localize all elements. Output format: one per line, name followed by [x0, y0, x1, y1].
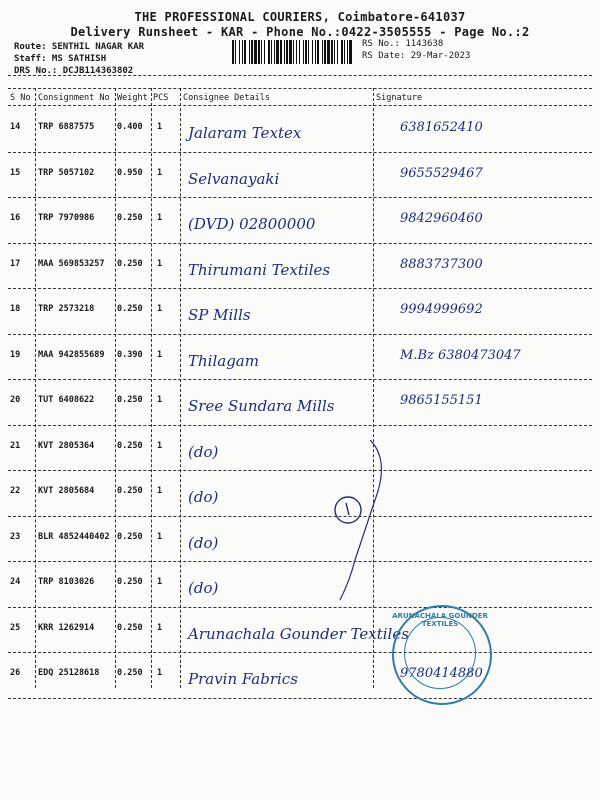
row-pcs: 1 [157, 531, 163, 542]
row-consignee-handwritten: SP Mills [188, 306, 251, 324]
row-pcs: 1 [157, 622, 163, 633]
row-consignment-no: BLR 4852440402 [38, 531, 110, 542]
row-sno: 17 [10, 258, 21, 269]
row-sno: 25 [10, 622, 21, 633]
pen-scribble [320, 440, 400, 610]
row-weight: 0.390 [117, 349, 143, 360]
row-signature-handwritten: M.Bz 6380473047 [400, 347, 521, 363]
row-consignee-handwritten: Selvanayaki [188, 169, 280, 188]
rs-number: RS No.: 1143638 [362, 39, 444, 49]
barcode-bar [349, 40, 352, 64]
row-sno: 20 [10, 395, 21, 405]
row-consignment-no: KVT 2805684 [38, 486, 95, 496]
row-pcs: 1 [157, 213, 163, 223]
row-sno: 16 [10, 213, 21, 223]
barcode-bar [242, 40, 243, 64]
row-consignment-no: KRR 1262914 [38, 622, 95, 633]
row-weight: 0.250 [117, 213, 143, 223]
row-divider [8, 516, 592, 517]
col-consignee: Consignee Details [183, 93, 270, 103]
barcode-bar [271, 40, 272, 64]
row-divider [8, 243, 592, 244]
row-signature-handwritten: 9780414880 [400, 666, 483, 681]
row-consignee-handwritten: (do) [188, 533, 219, 552]
barcode-bar [337, 40, 338, 64]
row-pcs: 1 [157, 258, 163, 269]
row-consignment-no: TRP 5057102 [38, 167, 95, 178]
drs-number: DRS No.: DCJB114363802 [14, 66, 134, 76]
row-signature-handwritten: 9994999692 [400, 302, 483, 317]
stamp-text: ARUNACHALA GOUNDER TEXTILES [392, 612, 488, 628]
route-label: Route: SENTHIL NAGAR KAR [14, 42, 145, 52]
row-consignment-no: MAA 569853257 [38, 258, 105, 269]
barcode-bar [274, 40, 275, 64]
row-weight: 0.250 [117, 531, 143, 542]
runsheet-title: THE PROFESSIONAL COURIERS, Coimbatore-641037 [134, 10, 466, 24]
row-consignment-no: TRP 8103026 [38, 577, 95, 587]
row-consignee-handwritten: Thirumani Textiles [188, 260, 331, 279]
row-divider [8, 334, 592, 335]
row-divider [8, 379, 592, 380]
row-consignee-handwritten: (do) [188, 442, 219, 461]
barcode-bar [232, 40, 234, 64]
barcode-bar [249, 40, 250, 64]
row-weight: 0.250 [117, 486, 143, 496]
col-divider [35, 88, 36, 688]
row-signature-handwritten: 9655529467 [400, 165, 483, 181]
barcode-bar [289, 40, 292, 64]
row-consignment-no: EDQ 25128618 [38, 668, 100, 678]
barcode-bar [296, 40, 297, 64]
barcode-bar [254, 40, 257, 64]
barcode-bar [261, 40, 262, 64]
row-sno: 21 [10, 440, 21, 451]
barcode-bar [317, 40, 319, 64]
row-consignment-no: TUT 6408622 [38, 395, 95, 405]
row-sno: 26 [10, 668, 21, 678]
row-divider [8, 561, 592, 562]
row-consignment-no: TRP 2573218 [38, 304, 95, 314]
barcode [232, 40, 352, 64]
col-consignment: Consignment No [38, 93, 110, 103]
barcode-bar [341, 40, 343, 64]
row-divider [8, 470, 592, 471]
row-consignment-no: KVT 2805364 [38, 440, 95, 451]
barcode-bar [244, 40, 246, 64]
barcode-bar [324, 40, 326, 64]
barcode-bar [334, 40, 335, 64]
row-divider [8, 288, 592, 289]
row-weight: 0.250 [117, 304, 143, 314]
row-pcs: 1 [157, 577, 163, 587]
row-signature-handwritten: 8883737300 [400, 256, 483, 272]
row-consignee-handwritten: Jalaram Textex [188, 124, 302, 142]
row-weight: 0.400 [117, 122, 143, 132]
row-weight: 0.250 [117, 258, 143, 269]
barcode-bar [305, 40, 307, 64]
barcode-bar [344, 40, 345, 64]
row-sno: 15 [10, 167, 21, 178]
barcode-bar [347, 40, 348, 64]
barcode-bar [312, 40, 313, 64]
row-sno: 24 [10, 577, 21, 587]
row-weight: 0.250 [117, 440, 143, 451]
row-pcs: 1 [157, 167, 163, 178]
row-pcs: 1 [157, 304, 163, 314]
row-sno: 19 [10, 349, 21, 360]
row-divider [8, 652, 592, 653]
row-consignee-handwritten: Sree Sundara Mills [188, 397, 335, 415]
row-signature-handwritten: 9842960460 [400, 211, 483, 226]
header-divider-mid [8, 88, 592, 89]
row-pcs: 1 [157, 395, 163, 405]
row-weight: 0.250 [117, 395, 143, 405]
row-weight: 0.250 [117, 622, 143, 633]
row-consignee-handwritten: (do) [188, 579, 219, 597]
header-divider-bottom [8, 105, 592, 106]
col-divider [151, 88, 152, 688]
barcode-bar [268, 40, 270, 64]
rs-date: RS Date: 29-Mar-2023 [362, 51, 471, 61]
barcode-bar [308, 40, 309, 64]
row-divider [8, 425, 592, 426]
col-pcs: PCS [153, 93, 169, 103]
row-pcs: 1 [157, 122, 163, 132]
barcode-bar [303, 40, 304, 64]
barcode-bar [331, 40, 333, 64]
row-divider [8, 152, 592, 153]
row-weight: 0.250 [117, 577, 143, 587]
barcode-bar [280, 40, 282, 64]
row-consignment-no: TRP 6887575 [38, 122, 95, 132]
barcode-bar [276, 40, 279, 64]
row-consignee-handwritten: (DVD) 02800000 [188, 215, 316, 233]
row-consignee-handwritten: Pravin Fabrics [188, 670, 298, 688]
row-pcs: 1 [157, 668, 163, 678]
barcode-bar [327, 40, 330, 64]
row-weight: 0.950 [117, 167, 143, 178]
barcode-bar [299, 40, 300, 64]
row-weight: 0.250 [117, 668, 143, 678]
col-signature: Signature [376, 93, 423, 103]
col-sno: S No [10, 93, 31, 103]
barcode-bar [315, 40, 316, 64]
row-divider [8, 197, 592, 198]
row-divider [8, 698, 592, 699]
row-consignee-handwritten: Arunachala Gounder Textiles [188, 624, 409, 643]
barcode-bar [322, 40, 323, 64]
col-divider [115, 88, 116, 688]
barcode-bar [286, 40, 288, 64]
barcode-bar [264, 40, 265, 64]
row-pcs: 1 [157, 349, 163, 360]
runsheet-subtitle: Delivery Runsheet - KAR - Phone No.:0422-3505555 - Page No.:2 [70, 25, 530, 39]
staff-label: Staff: MS SATHISH [14, 54, 107, 64]
row-divider [8, 607, 592, 608]
row-signature-handwritten: 9865155151 [400, 393, 483, 408]
col-weight: Weight [117, 93, 148, 103]
barcode-bar [235, 40, 236, 64]
row-pcs: 1 [157, 440, 163, 451]
barcode-bar [239, 40, 240, 64]
col-divider [180, 88, 181, 688]
row-consignment-no: MAA 942855689 [38, 349, 105, 360]
barcode-bar [251, 40, 253, 64]
row-pcs: 1 [157, 486, 163, 496]
header-divider-top [8, 75, 592, 76]
row-sno: 22 [10, 486, 21, 496]
row-consignee-handwritten: Thilagam [188, 351, 259, 370]
row-signature-handwritten: 6381652410 [400, 120, 483, 135]
row-sno: 23 [10, 531, 21, 542]
row-consignee-handwritten: (do) [188, 488, 219, 506]
row-sno: 18 [10, 304, 21, 314]
row-sno: 14 [10, 122, 21, 132]
barcode-bar [284, 40, 285, 64]
barcode-bar [293, 40, 294, 64]
barcode-bar [258, 40, 260, 64]
row-consignment-no: TRP 7970986 [38, 213, 95, 223]
